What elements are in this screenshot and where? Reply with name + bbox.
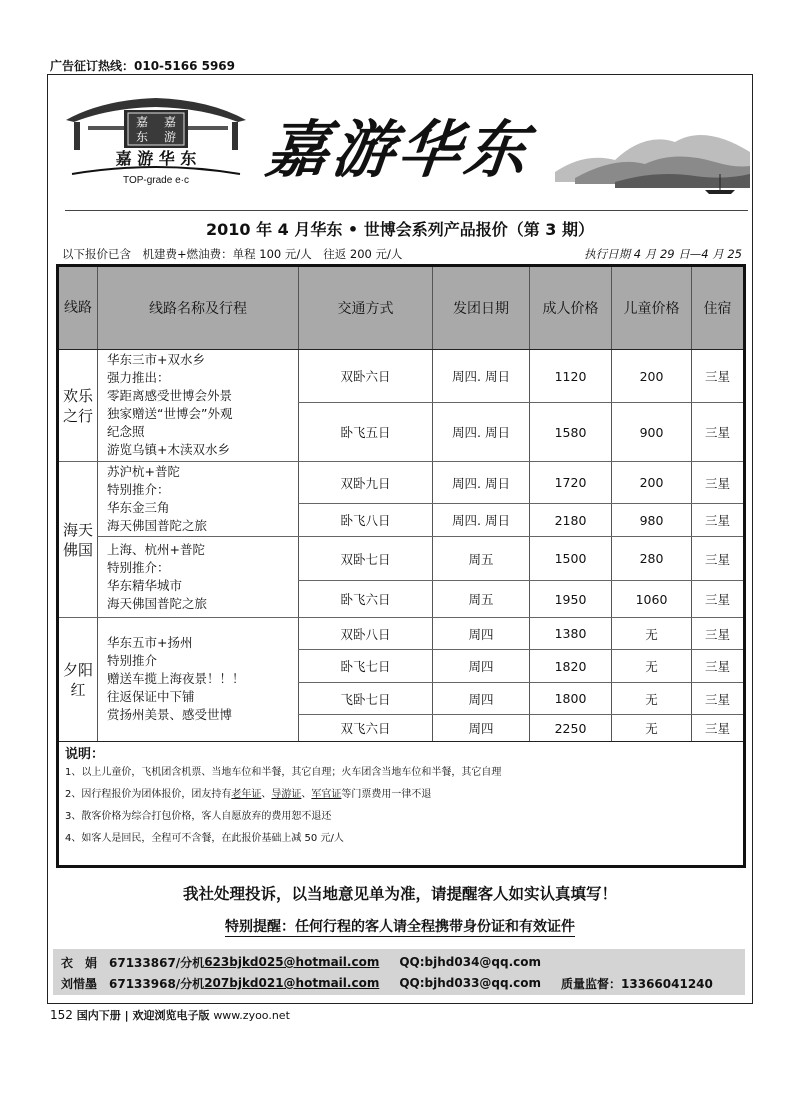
- route-description: [107, 541, 295, 613]
- note-item: 1、以上儿童价，飞机团含机票、当地车位和半餐，其它自理；火车团含当地车位和半餐，其它自理: [65, 767, 502, 778]
- execution-date: 执行日期 4 月 29 日—4 月 25: [584, 247, 742, 261]
- logo-sign-char: 嘉: [163, 115, 177, 129]
- fee-inclusion-note: 以下报价已含 机建费+燃油费：单程 100 元/人 往返 200 元/人: [62, 247, 403, 261]
- cell-transport: 双卧七日: [340, 551, 391, 567]
- logo-sign-char: 东: [135, 130, 149, 144]
- route-description: [107, 463, 295, 535]
- contact-phone: 67133867/分机: [109, 955, 205, 970]
- route-line: 海天佛国普陀之旅: [107, 518, 208, 533]
- cell-transport: 卧飞五日: [340, 425, 391, 440]
- cell-hotel: 三星: [704, 369, 730, 384]
- logo-tagline: TOP-grade e·c: [123, 175, 189, 186]
- contact-row: [61, 952, 541, 972]
- cell-transport: 双卧八日: [340, 626, 391, 642]
- cell-date: 周四: [468, 721, 494, 736]
- route-line: 特别推介: [107, 653, 158, 668]
- header-route-short: 线路: [59, 267, 97, 349]
- cell-transport: 双卧六日: [340, 369, 391, 384]
- contact-email[interactable]: 623bjkd025@hotmail.com: [204, 955, 380, 969]
- cell-hotel: 三星: [704, 592, 730, 607]
- cell-child-price: 无: [645, 721, 658, 736]
- cell-date: 周四. 周日: [452, 475, 510, 491]
- route-line: 上海、杭州+普陀: [107, 542, 205, 557]
- cell-child-price: 980: [639, 512, 664, 528]
- cell-hotel: 三星: [704, 513, 730, 528]
- cell-date: 周四. 周日: [452, 425, 510, 440]
- note-text: 2、因行程报价为团体报价，团友持有: [65, 789, 232, 800]
- cell-child-price: 200: [639, 475, 664, 490]
- cell-adult-price: 1580: [554, 424, 587, 440]
- contact-row: [61, 973, 713, 993]
- cell-child-price: 1060: [635, 591, 668, 607]
- cell-date: 周四. 周日: [452, 369, 510, 384]
- cell-transport: 双卧九日: [340, 475, 391, 491]
- footer-slogan: 欢迎浏览电子版: [132, 1009, 210, 1022]
- header-divider: [65, 210, 748, 211]
- route-line: 海天佛国普陀之旅: [107, 596, 208, 611]
- agency-logo: [62, 90, 250, 186]
- cell-date: 周四: [468, 659, 494, 674]
- route-line: 游览乌镇+木渎双水乡: [107, 442, 230, 457]
- group-name-huanle: 欢乐之行: [62, 386, 93, 425]
- header-adult-price: 成人价格: [530, 267, 611, 349]
- cell-adult-price: 2180: [554, 512, 587, 528]
- footer-section: 国内下册: [76, 1009, 121, 1022]
- contact-qq: QQ:bjhd034@qq.com: [399, 955, 542, 969]
- price-table: [56, 264, 746, 868]
- note-text: 、: [301, 789, 312, 800]
- route-line: 强力推出：: [107, 370, 170, 385]
- group-name-xiyang: 夕阳红: [62, 660, 93, 699]
- logo-sign-char: 嘉: [135, 115, 149, 129]
- route-line: 赏扬州美景、感受世博: [107, 707, 233, 722]
- route-line: 华东精华城市: [107, 578, 183, 593]
- cell-child-price: 200: [639, 368, 664, 384]
- cell-transport: 卧飞八日: [340, 513, 391, 528]
- cell-hotel: 三星: [704, 425, 730, 440]
- cell-adult-price: 1820: [554, 658, 587, 674]
- notes-title: 说明：: [65, 747, 105, 762]
- contact-qq: QQ:bjhd033@qq.com: [399, 976, 542, 990]
- cell-transport: 卧飞七日: [340, 659, 391, 674]
- footer-separator: |: [124, 1009, 129, 1022]
- page-footer: [50, 1007, 290, 1023]
- cell-child-price: 280: [639, 551, 664, 566]
- cell-date: 周四: [468, 691, 494, 707]
- cell-adult-price: 2250: [554, 720, 587, 736]
- cell-child-price: 无: [645, 626, 658, 642]
- cell-hotel: 三星: [704, 721, 730, 736]
- header-depart-date: 发团日期: [433, 267, 529, 349]
- ad-hotline: 广告征订热线：010-5166 5969: [50, 59, 236, 73]
- cell-child-price: 900: [639, 424, 664, 440]
- special-reminder: [0, 916, 800, 936]
- cell-hotel: 三星: [704, 551, 730, 567]
- special-reminder-text: 特别提醒：任何行程的客人请全程携带身份证和有效证件: [225, 919, 575, 935]
- cell-date: 周五: [468, 551, 494, 567]
- route-line: 华东三市+双水乡: [107, 352, 205, 367]
- cell-adult-price: 1500: [554, 551, 587, 566]
- cell-adult-price: 1120: [554, 368, 587, 384]
- cell-hotel: 三星: [704, 691, 730, 707]
- cell-adult-price: 1720: [554, 475, 587, 490]
- notes-section: [59, 741, 743, 850]
- cell-hotel: 三星: [704, 626, 730, 642]
- note-underlined-term: 老年证: [231, 789, 262, 800]
- cell-date: 周五: [468, 592, 494, 607]
- route-description: [107, 634, 295, 724]
- cell-child-price: 无: [645, 691, 658, 707]
- brand-calligraphy-title: 嘉游华东: [262, 113, 535, 186]
- price-list-title: 2010 年 4 月华东 • 世博会系列产品报价（第 3 期）: [205, 220, 595, 239]
- cell-transport: 飞卧七日: [340, 691, 391, 707]
- note-text: 等门票费用一律不退: [341, 789, 432, 800]
- route-line: 独家赠送“世博会”外观: [107, 406, 233, 421]
- cell-adult-price: 1800: [554, 691, 587, 706]
- route-line: 华东金三角: [107, 500, 170, 515]
- group-name-haitian: 海天佛国: [62, 520, 93, 559]
- note-item: [65, 784, 743, 806]
- cell-adult-price: 1380: [554, 626, 587, 641]
- route-line: 特别推介：: [107, 482, 170, 497]
- cell-transport: 双飞六日: [340, 721, 391, 736]
- cell-hotel: 三星: [704, 659, 730, 674]
- cell-date: 周四. 周日: [452, 513, 510, 528]
- grid-line: [97, 267, 98, 741]
- contact-phone: 67133968/分机: [109, 976, 205, 991]
- route-description: [107, 351, 295, 459]
- note-underlined-term: 军官证: [311, 789, 342, 800]
- logo-sign-text: 嘉 游 华 东: [115, 149, 197, 168]
- cell-adult-price: 1950: [554, 591, 587, 607]
- cell-date: 周四: [468, 626, 494, 642]
- contact-name: 衣 娟: [61, 955, 98, 970]
- logo-sign-char: 游: [163, 130, 177, 144]
- route-line: 赠送车揽上海夜景！！！: [107, 671, 245, 686]
- contact-email[interactable]: 207bjkd021@hotmail.com: [204, 976, 380, 990]
- quality-supervision: 质量监督：13366041240: [561, 976, 713, 991]
- contact-name: 刘惜墨: [61, 976, 98, 991]
- header-route-name: 线路名称及行程: [98, 267, 298, 349]
- route-line: 往返保证中下铺: [107, 689, 195, 704]
- route-line: 零距离感受世博会外景: [107, 388, 233, 403]
- header-hotel: 住宿: [692, 267, 743, 349]
- route-line: 纪念照: [107, 424, 145, 439]
- route-line: 特别推介：: [107, 560, 170, 575]
- header-transport: 交通方式: [299, 267, 432, 349]
- note-item: 3、散客价格为综合打包价格，客人自愿放弃的费用恕不退还: [65, 811, 332, 822]
- note-item: 4、如客人是回民，全程可不含餐，在此报价基础上减 50 元/人: [65, 833, 344, 844]
- header-child-price: 儿童价格: [612, 267, 691, 349]
- route-line: 华东五市+扬州: [107, 635, 193, 650]
- contact-bar: [53, 949, 745, 995]
- page-number: 152: [50, 1008, 73, 1022]
- mountain-landscape-illustration: [555, 112, 750, 197]
- cell-transport: 卧飞六日: [340, 592, 391, 607]
- cell-child-price: 无: [645, 659, 658, 674]
- complaint-notice: 我社处理投诉，以当地意见单为准，请提醒客人如实认真填写！: [182, 885, 617, 903]
- note-text: 、: [261, 789, 272, 800]
- note-underlined-term: 导游证: [271, 789, 302, 800]
- route-line: 苏沪杭+普陀: [107, 464, 180, 479]
- cell-hotel: 三星: [704, 475, 730, 491]
- footer-url[interactable]: www.zyoo.net: [213, 1009, 290, 1022]
